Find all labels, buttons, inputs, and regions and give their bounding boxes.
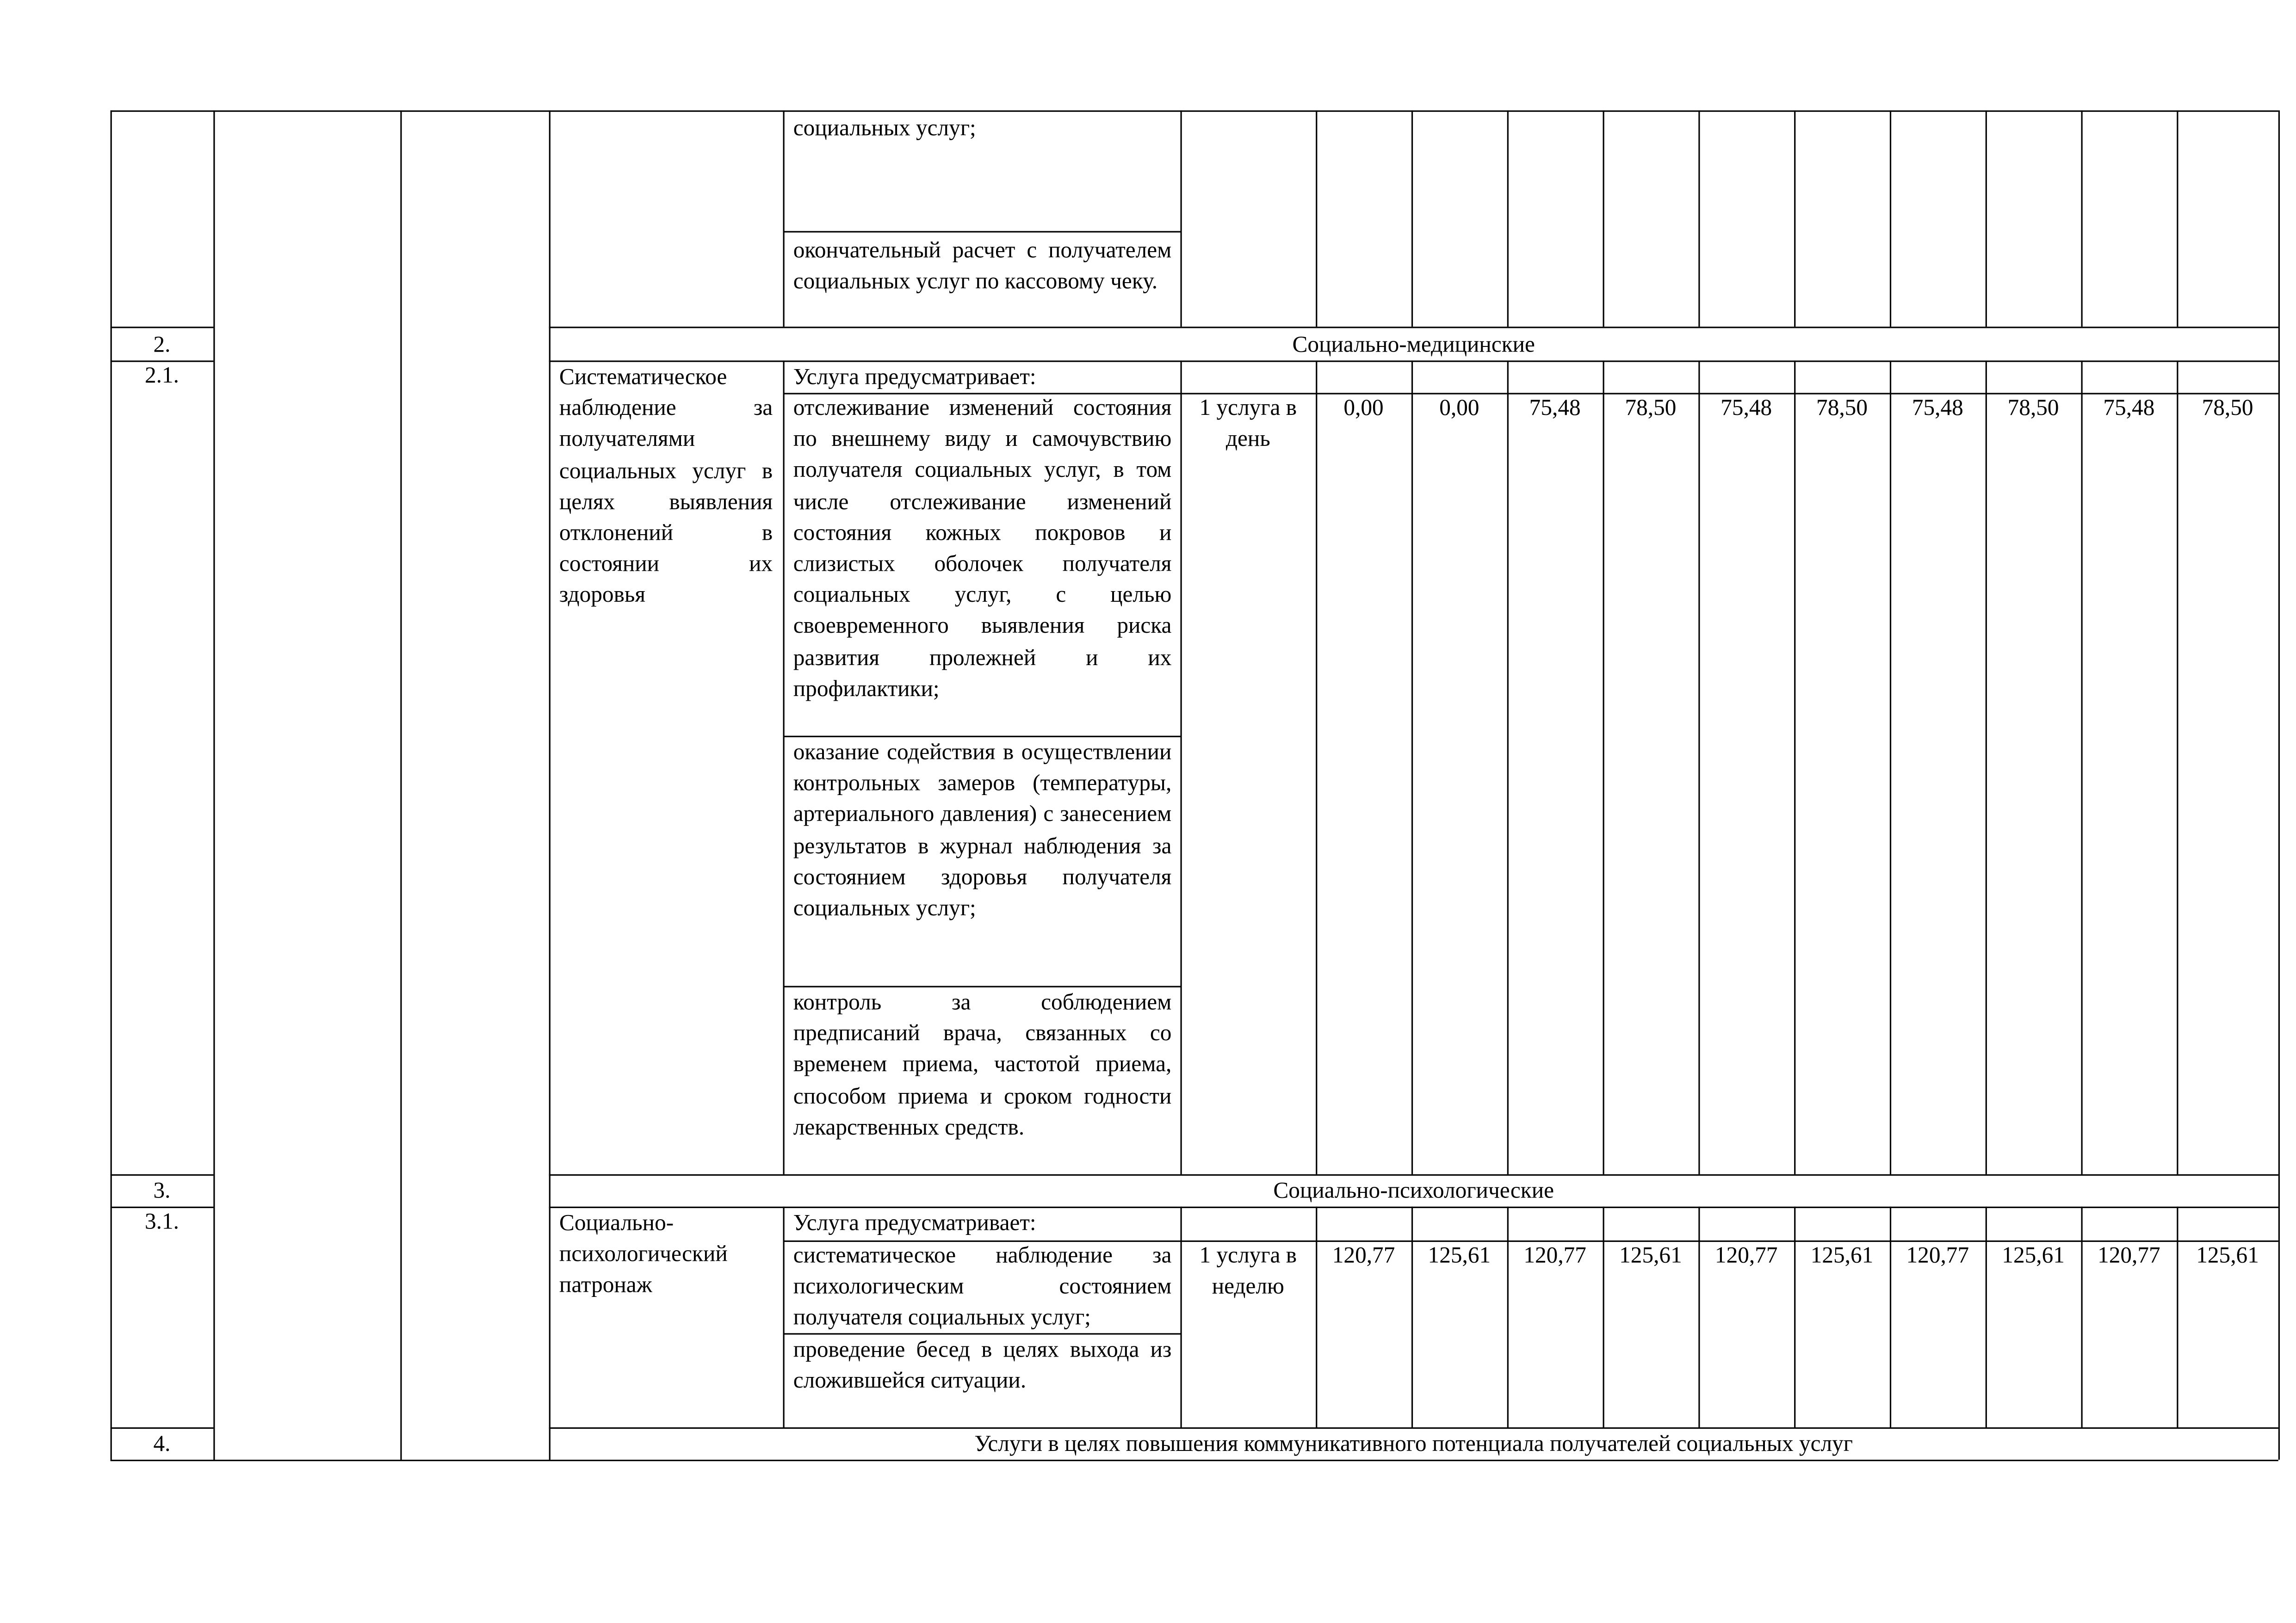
grid-line [1316,1207,1317,1427]
grid-line [1180,1207,1182,1427]
grid-line [1890,1207,1891,1427]
service-intro: Услуга предусматривает: [793,364,1036,390]
tariff-value: 0,00 [1439,395,1479,421]
grid-line [111,111,112,1460]
tariff-value: 120,77 [1714,1243,1778,1269]
grid-line [111,1460,2278,1461]
service-item: систематическое наблюдение за психологическим состоянием получателя социальных услуг; [793,1243,1172,1331]
service-name: Систематическое наблюдение за получателями социальных услуг в целях выявления отклонений в состоянии их здоровья [559,364,773,609]
service-intro: Услуга предусматривает: [793,1211,1036,1236]
tariff-value: 0,00 [1343,395,1384,421]
tariff-value: 78,50 [2007,395,2059,421]
grid-line [213,111,215,1460]
tariff-value: 75,48 [2103,395,2155,421]
grid-line [1986,1207,1987,1427]
service-item: контроль за соблюдением предписаний врача, связанных со временем приема, частотой приема, способом приема и сроком годности лекарственных средств. [793,990,1172,1140]
grid-line [2278,111,2280,1460]
tariff-value: 120,77 [1332,1243,1395,1269]
grid-line [111,111,2278,112]
tariff-value: 125,61 [1619,1243,1682,1269]
tariff-value: 125,61 [1810,1243,1874,1269]
tariff-value: 125,61 [2196,1243,2259,1269]
grid-line [1890,360,1891,1174]
service-item: оказание содействия в осуществлении контрольных замеров (температуры, артериального давления) с занесением результатов в журнал наблюдения за состоянием здоровья получателя социальных услуг; [793,740,1172,921]
tariff-value: 75,48 [1720,395,1772,421]
grid-line [1316,360,1317,1174]
grid-line [783,231,1181,232]
tariff-value: 120,77 [1523,1243,1586,1269]
grid-line [1603,111,1604,327]
grid-line [2177,1207,2178,1427]
grid-line [1794,1207,1795,1427]
grid-line [1603,1207,1604,1427]
grid-line [1411,1207,1413,1427]
service-item: отслеживание изменений состояния по внешнему виду и самочувствию получателя социальных услуг, в том числе отслеживание изменений состояния кожных покровов и слизистых оболочек получателя социальных услуг, с целью своевременного выявления риска развития пролежней и их профилактики; [793,395,1172,702]
grid-line [783,1207,785,1427]
grid-line [1794,111,1795,327]
grid-line [783,360,785,1174]
grid-line [1180,360,1182,1174]
tariff-value: 125,61 [1428,1243,1491,1269]
grid-line [783,111,785,327]
grid-line [2081,1207,2082,1427]
grid-line [1507,111,1509,327]
section-number: 2. [153,332,171,358]
grid-line [2177,360,2178,1174]
prev-service-description: социальных услуг; [793,116,976,142]
grid-line [400,111,402,1460]
grid-line [1698,1207,1700,1427]
tariff-value: 78,50 [1625,395,1677,421]
section-title: Услуги в целях повышения коммуникативного потенциала получателей социальных услуг [974,1432,1853,1457]
service-unit: 1 услуга в день [1199,395,1297,452]
grid-line [1411,111,1413,327]
grid-line [1986,111,1987,327]
grid-line [111,327,214,328]
grid-line [549,111,551,1460]
section-title: Социально-медицинские [1292,332,1535,358]
service-name: Социально-психологический патронаж [559,1211,728,1299]
section-number: 4. [153,1432,171,1457]
grid-line [1507,1207,1509,1427]
grid-line [1698,111,1700,327]
section-number: 3. [153,1179,171,1204]
grid-line [1986,360,1987,1174]
grid-line [1890,111,1891,327]
service-item: проведение бесед в целях выхода из сложившейся ситуации. [793,1337,1172,1394]
grid-line [1180,111,1182,327]
service-number: 2.1. [144,363,179,389]
tariff-value: 120,77 [1906,1243,1969,1269]
grid-line [1794,360,1795,1174]
tariff-value: 78,50 [2202,395,2253,421]
grid-line [1507,360,1509,1174]
grid-line [2177,111,2178,327]
tariff-value: 75,48 [1912,395,1963,421]
prev-service-description: окончательный расчет с получателем социальных услуг по кассовому чеку. [793,238,1172,295]
grid-line [1698,360,1700,1174]
grid-line [2081,111,2082,327]
grid-line [549,327,2278,328]
tariff-value: 120,77 [2098,1243,2160,1269]
tariff-value: 75,48 [1529,395,1581,421]
service-number: 3.1. [144,1210,179,1235]
grid-line [2081,360,2082,1174]
grid-line [1316,111,1317,327]
grid-line [1603,360,1604,1174]
grid-line [1411,360,1413,1174]
service-unit: 1 услуга в неделю [1199,1243,1297,1300]
tariff-value: 78,50 [1816,395,1868,421]
section-title: Социально-психологические [1273,1179,1554,1204]
tariff-value: 125,61 [2002,1243,2065,1269]
